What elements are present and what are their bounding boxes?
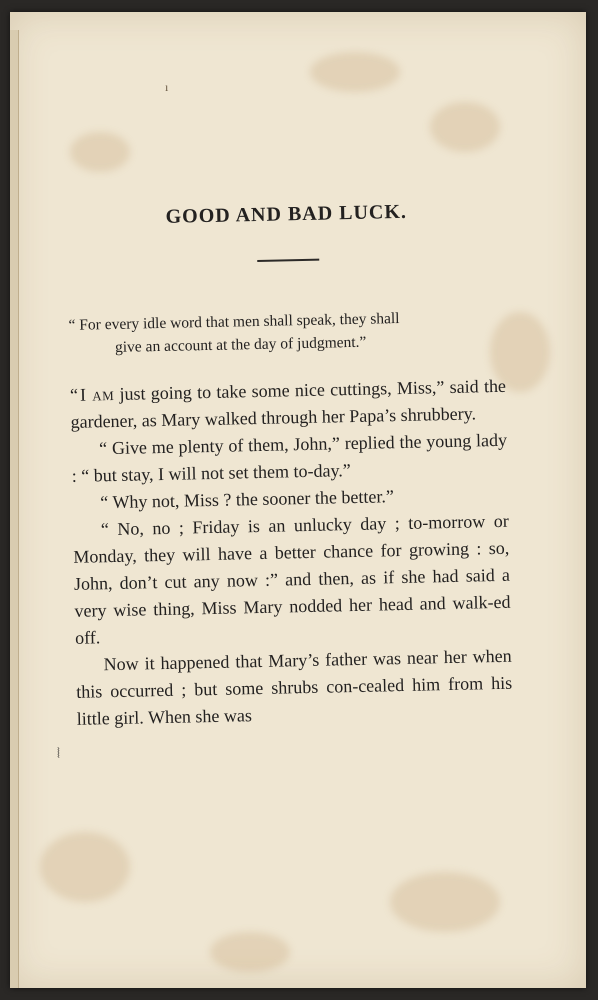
foxing-stain xyxy=(310,52,400,92)
paragraph-1-text: just going to take some nice cuttings, Miss,” said the gardener, as Mary walked through her Papa’s shrubbery. xyxy=(70,375,507,432)
foxing-stain xyxy=(70,132,130,172)
printer-mark: ı xyxy=(165,80,169,94)
page-gutter xyxy=(10,30,19,988)
opening-quote: “ xyxy=(69,384,79,405)
paragraph-2: “ Give me plenty of them, John,” replied the young lady : “ but stay, I will not set them to-day.” xyxy=(71,429,508,486)
paragraph-4: “ No, no ; Friday is an unlucky day ; to-morrow or Monday, they will have a better chance for growing : so, John, don’t cut any now :” and then, as if she had said a very wise thing, Miss Mary nodded her head and walk-ed off. xyxy=(73,510,511,648)
paragraph-3: “ Why not, Miss ? the sooner the better.” xyxy=(100,486,395,513)
paragraph-5: Now it happened that Mary’s father was near her when this occurred ; but some shrubs con-cealed him from his little girl. When she was xyxy=(76,645,513,729)
epigraph xyxy=(68,305,509,360)
book-page xyxy=(10,12,586,988)
foxing-stain xyxy=(40,832,130,902)
foxing-stain xyxy=(430,102,500,152)
foxing-stain xyxy=(210,932,290,972)
epigraph-line-2: give an account at the day of judgment.” xyxy=(114,333,367,356)
margin-mark: ⦚ xyxy=(57,747,60,762)
chapter-title: GOOD AND BAD LUCK. xyxy=(165,200,408,228)
opening-words: I am xyxy=(79,383,115,405)
title-rule xyxy=(257,259,319,262)
paragraph-1 xyxy=(70,373,507,436)
epigraph-line-1: “ For every idle word that men shall speak, they shall xyxy=(68,310,400,334)
body-text xyxy=(70,373,513,733)
foxing-stain xyxy=(390,872,500,932)
